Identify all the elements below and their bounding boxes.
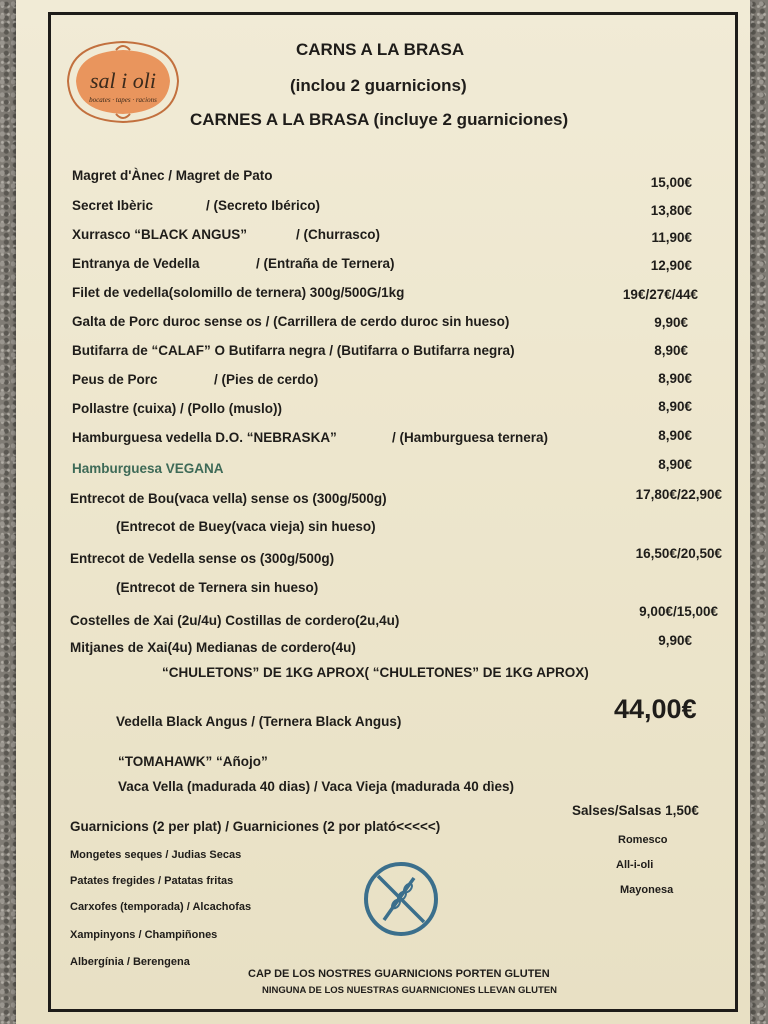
item-entrecot-bou-price: 17,80€/22,90€: [635, 487, 722, 502]
garnish-xampinyons: Xampinyons / Champiñones: [70, 929, 218, 941]
footer-spanish: NINGUNA DE LOS NUESTRAS GUARNICIONES LLEVAN GLUTEN: [262, 985, 558, 996]
item-entranya-alt: / (Entraña de Ternera): [256, 256, 395, 271]
title-spanish: CARNES A LA BRASA (incluye 2 guarniciones): [190, 110, 569, 129]
sal-i-oli-logo-icon: [58, 36, 188, 126]
item-galta-name: Galta de Porc duroc sense os / (Carrillera de cerdo duroc sin hueso): [72, 314, 510, 329]
item-costelles-name: Costelles de Xai (2u/4u) Costillas de cordero(2u,4u): [70, 613, 400, 628]
item-pollastre-name: Pollastre (cuixa) / (Pollo (muslo)): [72, 401, 283, 416]
item-vegana-name: Hamburguesa VEGANA: [72, 461, 224, 476]
item-filet-name: Filet de vedella(solomillo de ternera) 300g/500G/1kg: [72, 285, 405, 300]
item-hamburguesa-alt: / (Hamburguesa ternera): [392, 430, 549, 445]
logo-brand-name: sal i oli: [89, 68, 157, 93]
item-pollastre-price: 8,90€: [658, 399, 692, 414]
sauces-heading: Salses/Salsas 1,50€: [572, 803, 699, 818]
sauce-allioli: All-i-oli: [616, 859, 654, 871]
item-peus-name: Peus de Porc: [72, 372, 158, 387]
item-galta-price: 9,90€: [654, 315, 688, 330]
item-entrecot-vedella-name: Entrecot de Vedella sense os (300g/500g): [70, 551, 335, 566]
item-entrecot-vedella-sub: (Entrecot de Ternera sin hueso): [116, 580, 319, 595]
item-secret-alt: / (Secreto Ibérico): [206, 198, 321, 213]
garnish-alberginia: Albergínia / Berengena: [70, 956, 190, 968]
chuletons-vaca-vella: Vaca Vella (madurada 40 dias) / Vaca Vieja (madurada 40 dìes): [118, 779, 514, 794]
chuletons-heading: “CHULETONS” DE 1KG APROX( “CHULETONES” DE 1KG APROX): [162, 665, 589, 680]
sauce-romesco: Romesco: [618, 834, 668, 846]
chuletons-tomahawk: “TOMAHAWK” “Añojo”: [118, 754, 268, 769]
item-peus-alt: / (Pies de cerdo): [214, 372, 319, 387]
item-xurrasco-alt: / (Churrasco): [296, 227, 381, 242]
garnish-patates: Patates fregides / Patatas fritas: [70, 875, 234, 887]
footer-catalan: CAP DE LOS NOSTRES GUARNICIONS PORTEN GLUTEN: [248, 968, 550, 980]
item-xurrasco-price: 11,90€: [651, 230, 692, 245]
item-mitjanes-price: 9,90€: [658, 633, 692, 648]
item-entrecot-bou-sub: (Entrecot de Buey(vaca vieja) sin hueso): [116, 519, 376, 534]
item-filet-price: 19€/27€/44€: [622, 287, 698, 302]
sauce-mayonesa: Mayonesa: [620, 884, 674, 896]
garnish-carxofes: Carxofes (temporada) / Alcachofas: [70, 901, 252, 913]
item-mitjanes-name: Mitjanes de Xai(4u) Medianas de cordero(4u): [70, 640, 356, 655]
item-secret-price: 13,80€: [650, 203, 692, 218]
item-magret-name: Magret d'Ànec / Magret de Pato: [72, 168, 273, 183]
chuletons-price: 44,00€: [614, 694, 697, 724]
title-catalan: CARNS A LA BRASA: [296, 40, 465, 59]
chuletons-vedella-black-angus: Vedella Black Angus / (Ternera Black Angus): [116, 714, 402, 729]
item-xurrasco-name: Xurrasco “BLACK ANGUS”: [72, 227, 248, 242]
item-peus-price: 8,90€: [658, 371, 692, 386]
item-costelles-price: 9,00€/15,00€: [639, 604, 718, 619]
item-entranya-price: 12,90€: [650, 258, 692, 273]
gluten-free-icon: [362, 860, 440, 938]
item-entrecot-vedella-price: 16,50€/20,50€: [635, 546, 722, 561]
item-butifarra-name: Butifarra de “CALAF” O Butifarra negra / (Butifarra o Butifarra negra): [72, 343, 515, 358]
item-magret-price: 15,00€: [650, 175, 692, 190]
item-entrecot-bou-name: Entrecot de Bou(vaca vella) sense os (300g/500g): [70, 491, 387, 506]
garnish-mongetes: Mongetes seques / Judias Secas: [70, 849, 242, 861]
item-entranya-name: Entranya de Vedella: [72, 256, 200, 271]
item-secret-name: Secret Ibèric: [72, 198, 154, 213]
garnishes-heading: Guarnicions (2 per plat) / Guarniciones (2 por plató<<<<<): [70, 819, 441, 834]
item-hamburguesa-price: 8,90€: [658, 428, 692, 443]
item-vegana-price: 8,90€: [658, 457, 692, 472]
item-butifarra-price: 8,90€: [654, 343, 688, 358]
subtitle-catalan: (inclou 2 guarnicions): [290, 76, 467, 95]
logo-tagline: bocates · tapes · racions: [89, 96, 157, 104]
item-hamburguesa-name: Hamburguesa vedella D.O. “NEBRASKA”: [72, 430, 337, 445]
